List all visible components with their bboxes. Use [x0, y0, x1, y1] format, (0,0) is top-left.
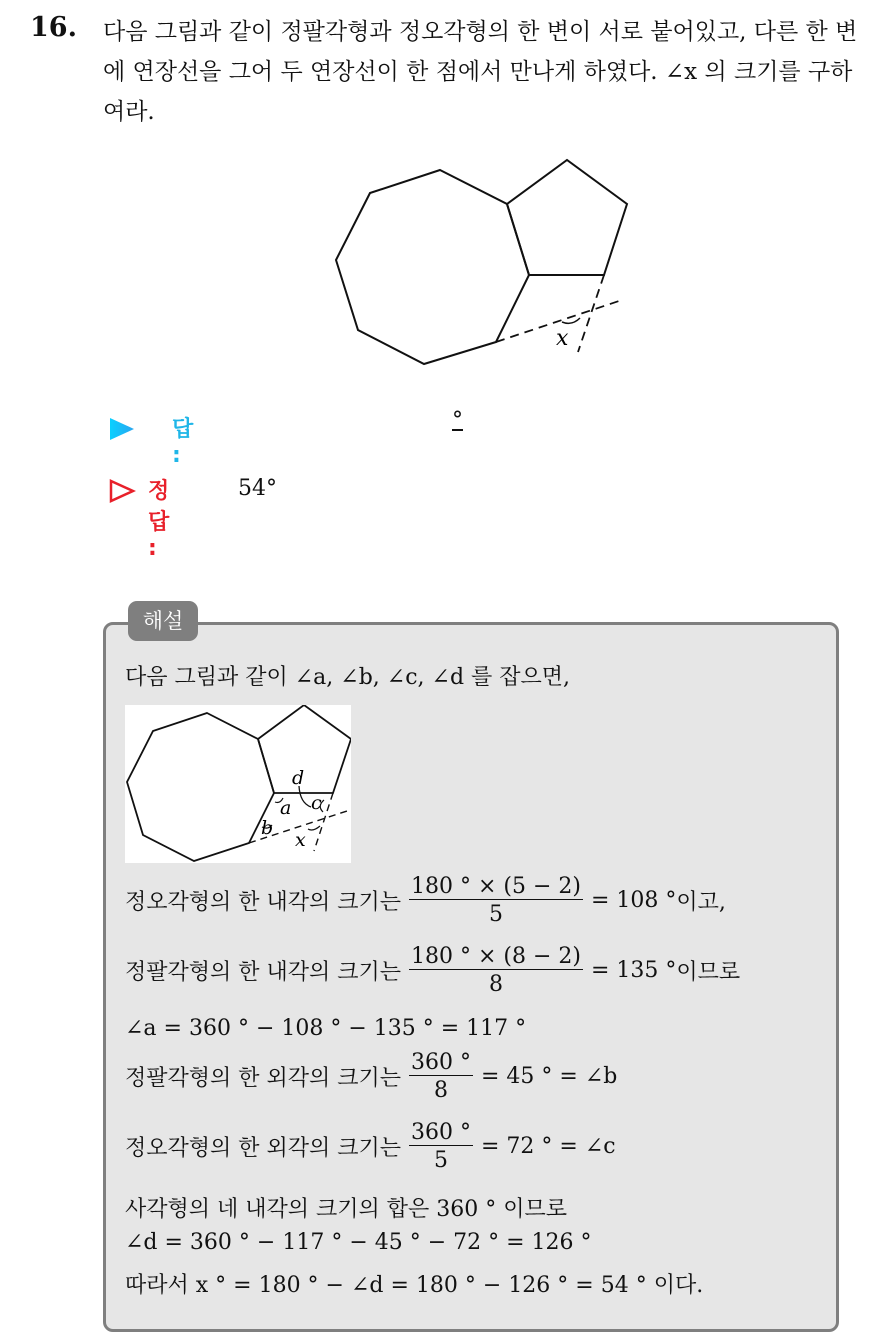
question-text: 다음 그림과 같이 정팔각형과 정오각형의 한 변이 서로 붙어있고, 다른 한 변에 연장선을 그어 두 연장선이 한 점에서 만나게 하였다. ∠x 의 크기를 구하여라. [103, 19, 858, 125]
octagon-interior-line: 정팔각형의 한 내각의 크기는 $\frac{180 ^\circ \times (8 - 2)}{8}$ = 135 ° 이므로 [125, 944, 741, 997]
outline-arrow-icon [108, 478, 136, 504]
correct-answer-value: 54° [238, 476, 277, 501]
solution-label-b: b [261, 817, 274, 839]
solution-intro: 다음 그림과 같이 ∠a, ∠b, ∠c, ∠d 를 잡으면, [125, 665, 571, 690]
pentagon-shape [507, 160, 627, 275]
pentagon-interior-fraction: $\frac{180 ^\circ \times (5 - 2)}{5}$ [411, 874, 581, 927]
conclusion-line: 따라서 x ° = 180 ° − ∠d = 180 ° − 126 ° = 54 ° 이다. [125, 1273, 704, 1298]
angle-x-label: x [556, 326, 569, 351]
octagon-interior-fraction: $\frac{180 ^\circ \times (8 - 2)}{8}$ [411, 944, 581, 997]
pentagon-exterior-line: 정오각형의 한 외각의 크기는 $\frac{360 ^\circ}{5}$ = 72 ° = ∠c [125, 1120, 616, 1173]
solution-label-x: x [295, 829, 306, 851]
question-number: 16. [30, 12, 77, 43]
play-arrow-icon [108, 416, 136, 442]
correct-answer-label: 정답 : [148, 479, 170, 561]
octagon-exterior-line: 정팔각형의 한 외각의 크기는 $\frac{360 ^\circ}{8}$ = 45 ° = ∠b [125, 1050, 618, 1103]
answer-label: 답 : [172, 417, 194, 468]
octagon-shape [336, 170, 529, 364]
solution-label-d: d [292, 767, 305, 789]
solution-label-c: c [311, 792, 322, 814]
pentagon-interior-line: 정오각형의 한 내각의 크기는 $\frac{180 ^\circ \times (5 - 2)}{5}$ = 108 ° 이고, [125, 874, 726, 927]
angle-d-equation: ∠d = 360 ° − 117 ° − 45 ° − 72 ° = 126 ° [125, 1230, 592, 1255]
angle-a-equation: ∠a = 360 ° − 108 ° − 135 ° = 117 ° [125, 1016, 527, 1041]
angle-x-arc [562, 318, 580, 323]
answer-degree-blank[interactable]: ° [452, 408, 463, 433]
octagon-exterior-fraction: $\frac{360 ^\circ}{8}$ [411, 1050, 471, 1103]
pentagon-exterior-fraction: $\frac{360 ^\circ}{5}$ [411, 1120, 471, 1173]
solution-tag: 해설 [128, 601, 198, 641]
solution-label-a: a [280, 797, 292, 819]
quadrilateral-sum-line: 사각형의 네 내각의 크기의 합은 360 ° 이므로 [125, 1197, 567, 1222]
problem-figure [320, 150, 640, 380]
solution-figure [125, 705, 351, 863]
